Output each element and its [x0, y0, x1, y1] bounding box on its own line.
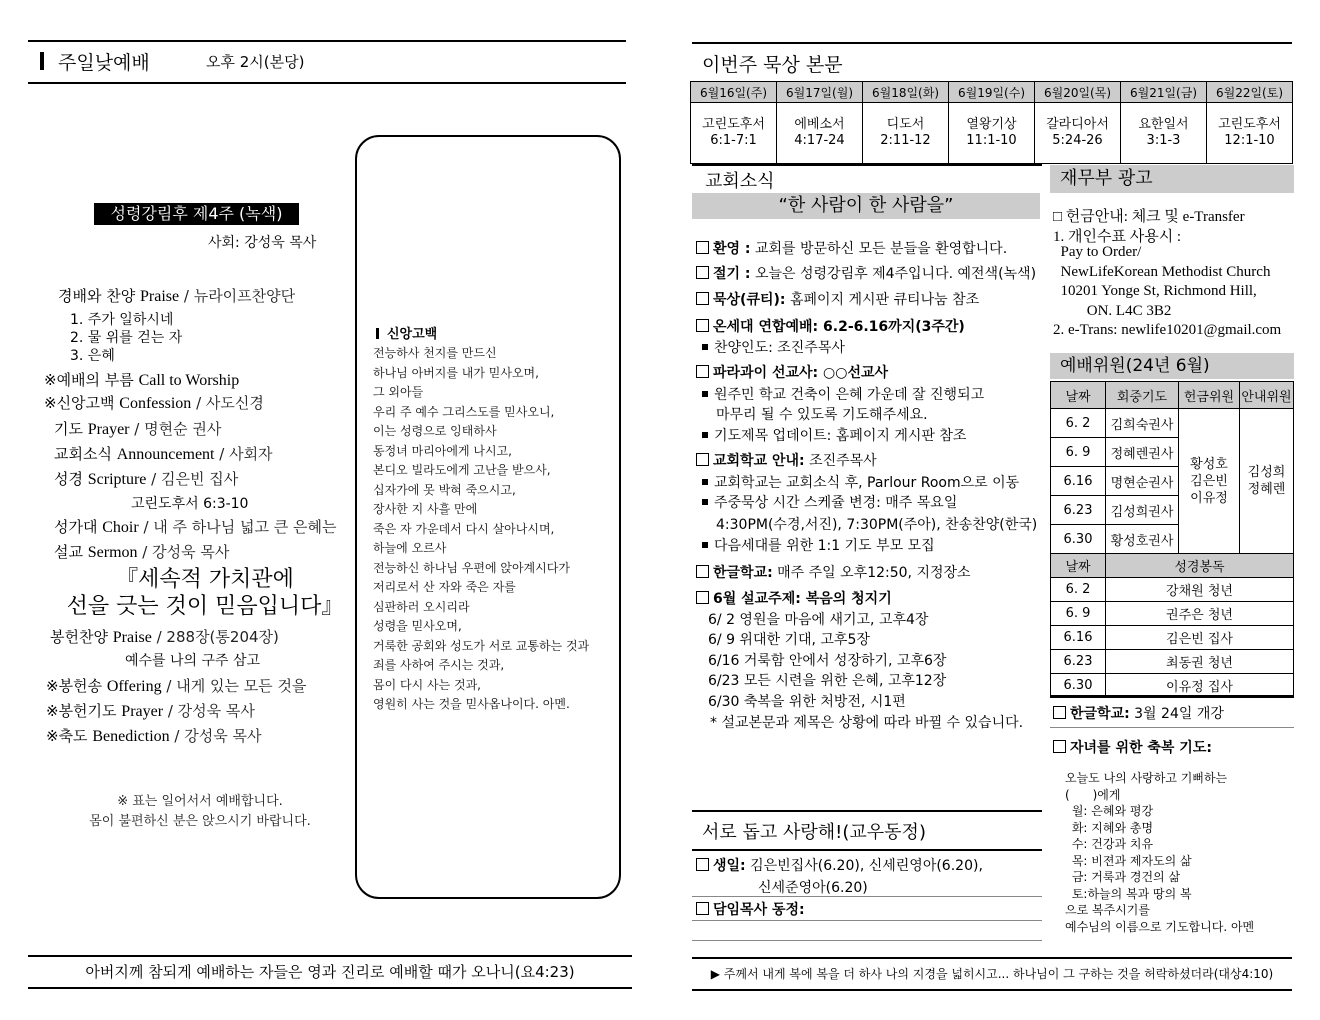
creed-line: 죽은 자 가운데서 다시 살아나시며,: [373, 521, 555, 536]
committee-table: [1050, 381, 1294, 554]
checkbox-icon: [696, 902, 709, 915]
col-date: 날짜: [1051, 382, 1106, 409]
order-item: 성가대 Choir / 내 주 하나님 넓고 큰 은혜는: [54, 518, 337, 536]
bullet-icon: [702, 344, 708, 350]
order-item: ※축도 Benediction / 강성욱 목사: [46, 727, 262, 745]
order-item: ※봉헌기도 Prayer / 강성욱 목사: [46, 702, 255, 720]
news-title: 교회소식: [705, 171, 775, 192]
bullet-icon: [702, 479, 708, 485]
order-item: ※신앙고백 Confession / 사도신경: [44, 394, 264, 412]
creed-box: [355, 135, 621, 899]
checkbox-icon: [696, 591, 709, 604]
table-cell: 6. 9: [1051, 602, 1106, 626]
offering-team: 황성호 김은빈 이유정: [1179, 409, 1240, 554]
order-item: 교회소식 Announcement / 사회자: [54, 445, 273, 463]
meditation-day: 6월19일(수): [949, 82, 1035, 103]
creed-line: 몸이 다시 사는 것과,: [373, 677, 481, 692]
finance-line: ON. L4C 3B2: [1053, 302, 1172, 319]
usher-team: 김성희 정혜렌: [1240, 409, 1294, 554]
presider: 사회: 강성욱 목사: [208, 235, 317, 251]
blessing-line: 금: 거룩과 경건의 삶: [1068, 870, 1181, 884]
header-bar-mark: [40, 52, 44, 70]
blessing-line: 목: 비젼과 제자도의 삶: [1068, 853, 1192, 868]
news-item: 환영 : 교회를 방문하신 모든 분들을 환영합니다.: [696, 238, 1007, 258]
table-cell: 6.16: [1051, 626, 1106, 650]
standing-note: ※ 표는 일어서서 예배합니다. 몸이 불편하신 분은 앉으시기 바랍니다.: [89, 794, 311, 829]
table-cell: 6. 2: [1051, 409, 1106, 438]
news-item: 교회학교 안내: 조진주목사: [696, 450, 877, 470]
meditation-passage: 고린도후서 12:1-10: [1207, 103, 1293, 164]
finance-line: 10201 Yonge St, Richmond Hill,: [1053, 283, 1257, 299]
birthday-line: 생일: 김은빈집사(6.20), 신세린영아(6.20),: [696, 855, 983, 875]
blessing-line: 월: 은혜와 평강: [1068, 804, 1154, 818]
meditation-table: [690, 81, 1293, 164]
praise-song-1: 1. 주가 일하시네: [70, 312, 174, 328]
news-item: 파라과이 선교사: ○○선교사: [696, 362, 888, 382]
blessing-line: 으로 복주시기를: [1065, 903, 1150, 917]
rule: [1050, 727, 1294, 728]
blessing-line: 화: 지혜와 총명: [1068, 820, 1154, 835]
creed-line: 심판하러 오시리라: [373, 599, 470, 614]
checkbox-icon: [696, 565, 709, 578]
rule: [1050, 695, 1294, 697]
checkbox-icon: [696, 241, 709, 254]
table-cell: 정혜렌권사: [1106, 438, 1179, 467]
left-footer-verse: 아버지께 참되게 예배하는 자들은 영과 진리로 예배할 때가 오나니(요4:23): [28, 955, 632, 989]
pastor-news-line: 담임목사 동정:: [696, 899, 805, 919]
creed-title: 신앙고백: [376, 323, 437, 342]
checkbox-icon: [696, 365, 709, 378]
offering-hymn: 예수를 나의 구주 삼고: [125, 653, 261, 669]
meditation-title: 이번주 묵상 본문: [702, 54, 843, 76]
table-cell: 김은빈 집사: [1106, 626, 1294, 650]
season-badge: 성령강림후 제4주 (녹색): [94, 203, 299, 225]
creed-line: 그 외아들: [373, 385, 424, 399]
table-cell: 김성희권사: [1106, 496, 1179, 525]
news-item: 온세대 연합예배: 6.2-6.16까지(3주간): [696, 316, 965, 336]
meditation-passage: 에베소서 4:17-24: [777, 103, 863, 164]
creed-line: 성령을 믿사오며,: [373, 619, 462, 633]
bullet-icon: [702, 542, 708, 548]
news-bullet: 다음세대를 위한 1:1 기도 부모 모집: [698, 535, 935, 555]
news-rule: [692, 164, 1042, 166]
bullet-icon: [702, 391, 708, 397]
creed-line: 하늘에 오르사: [373, 541, 447, 555]
right-footer-verse: ▶ 주께서 내게 복에 복을 더 하사 나의 지경을 넓히시고... 하나님이 그 구하는 것을 허락하셨더라(대상4:10): [692, 957, 1292, 991]
news-bullet: 찬양인도: 조진주목사: [698, 337, 845, 357]
finance-line: 1. 개인수표 사용시 :: [1053, 228, 1182, 245]
meditation-passage: 고린도후서 6:1-7:1: [691, 103, 777, 164]
table-cell: 이유정 집사: [1106, 674, 1294, 698]
table-cell: 황성호권사: [1106, 525, 1179, 554]
scripture-ref: 고린도후서 6:3-10: [131, 496, 249, 512]
news-bullet: 원주민 학교 건축이 은혜 가운데 잘 진행되고: [698, 384, 984, 404]
order-item: ※예배의 부름 Call to Worship: [44, 371, 240, 389]
table-cell: 6.23: [1051, 650, 1106, 674]
table-cell: 권주은 청년: [1106, 602, 1294, 626]
finance-header: 재무부 광고: [1050, 165, 1294, 193]
meditation-day: 6월22일(토): [1207, 82, 1293, 103]
creed-line: 전능하신 하나님 우편에 앉아계시다가: [373, 560, 570, 575]
checkbox-icon: [696, 453, 709, 466]
korean-school-line: 한글학교: 3월 24일 개강: [1053, 703, 1224, 723]
news-detail: 6/16 거룩함 안에서 성장하기, 고후6장: [708, 653, 947, 669]
table-cell: 김희숙권사: [1106, 409, 1179, 438]
table-cell: 6.30: [1051, 674, 1106, 698]
news-item: 한글학교: 매주 주일 오후12:50, 지정장소: [696, 562, 971, 582]
service-time: 오후 2시(본당): [206, 53, 305, 71]
bullet-icon: [702, 432, 708, 438]
table-cell: 6. 9: [1051, 438, 1106, 467]
news-detail: 마무리 될 수 있도록 기도해주세요.: [716, 407, 928, 423]
order-item: 봉헌찬양 Praise / 288장(통204장): [50, 628, 279, 646]
meditation-passage: 요한일서 3:1-3: [1121, 103, 1207, 164]
creed-line: 영원히 사는 것을 믿사옵나이다. 아멘.: [373, 697, 570, 711]
creed-line: 이는 성령으로 잉태하사: [373, 424, 497, 438]
news-detail: * 설교본문과 제목은 상황에 따라 바뀔 수 있습니다.: [710, 715, 1024, 731]
blessing-title: 자녀를 위한 축복 기도:: [1053, 737, 1212, 757]
creed-line: 저리로서 산 자와 죽은 자를: [373, 580, 516, 594]
dotted-rule: [692, 920, 1042, 921]
table-cell: 6.23: [1051, 496, 1106, 525]
praise-song-3: 3. 은혜: [70, 348, 115, 364]
creed-line: 죄를 사하여 주시는 것과,: [373, 658, 505, 672]
news-bullet: 주중묵상 시간 스케쥴 변경: 매주 목요일: [698, 492, 957, 512]
news-detail: 4:30PM(수경,서진), 7:30PM(주아), 찬송찬양(한국): [716, 517, 1038, 533]
meditation-passage: 갈라디아서 5:24-26: [1035, 103, 1121, 164]
committee-header: 예배위원(24년 6월): [1050, 353, 1294, 379]
creed-line: 장사한 지 사흘 만에: [373, 502, 478, 516]
news-item: 절기 : 오늘은 성령강림후 제4주입니다. 예전색(녹색): [696, 263, 1036, 283]
dotted-rule: [692, 896, 1042, 897]
creed-line: 하나님 아버지를 내가 믿사오며,: [373, 365, 539, 380]
dotted-rule: [692, 940, 1042, 941]
finance-line: NewLifeKorean Methodist Church: [1053, 263, 1271, 280]
meditation-passage: 디도서 2:11-12: [863, 103, 949, 164]
blessing-line: ( )에게: [1065, 787, 1121, 802]
checkbox-icon: [696, 858, 709, 871]
checkbox-icon: [696, 319, 709, 332]
blessing-line: 토:하늘의 복과 땅의 복: [1068, 886, 1192, 901]
news-detail: 6/ 9 위대한 기대, 고후5장: [708, 632, 870, 648]
meditation-day: 6월21일(금): [1121, 82, 1207, 103]
news-detail: 6/ 2 영원을 마음에 새기고, 고후4장: [708, 612, 929, 628]
birthday-line-2: 신세준영아(6.20): [758, 880, 868, 896]
table-cell: 강채원 청년: [1106, 578, 1294, 602]
finance-line: □ 헌금안내: 체크 및 e-Transfer: [1053, 209, 1245, 225]
order-item: 설교 Sermon / 강성욱 목사: [54, 543, 230, 561]
news-detail: 6/30 축복을 위한 처방전, 시1편: [708, 694, 906, 710]
col-reader: 성경봉독: [1106, 554, 1294, 578]
checkbox-icon: [1053, 740, 1066, 753]
col-date: 날짜: [1051, 554, 1106, 578]
left-header: [28, 40, 626, 84]
news-item: 6월 설교주제: 복음의 청지기: [696, 588, 892, 608]
meditation-day: 6월16일(주): [691, 82, 777, 103]
table-cell: 6. 2: [1051, 578, 1106, 602]
order-item: 경배와 찬양 Praise / 뉴라이프찬양단: [58, 287, 296, 305]
col-prayer: 회중기도: [1106, 382, 1179, 409]
news-bullet: 교회학교는 교회소식 후, Parlour Room으로 이동: [698, 472, 1019, 492]
creed-line: 본디오 빌라도에게 고난을 받으사,: [373, 463, 551, 477]
table-cell: 최동권 청년: [1106, 650, 1294, 674]
blessing-line: 수: 건강과 치유: [1068, 837, 1154, 851]
meditation-day: 6월17일(월): [777, 82, 863, 103]
sermon-title: 『세속적 가치관에 선을 긋는 것이 믿음입니다』: [66, 567, 344, 619]
checkbox-icon: [696, 266, 709, 279]
table-cell: 6.30: [1051, 525, 1106, 554]
order-item: 기도 Prayer / 명현순 권사: [54, 420, 222, 438]
blessing-line: 예수님의 이름으로 기도합니다. 아멘: [1065, 919, 1255, 934]
meditation-day: 6월20일(목): [1035, 82, 1121, 103]
service-title: 주일낮예배: [58, 52, 150, 74]
care-rule: [692, 810, 1042, 812]
order-item: 성경 Scripture / 김은빈 집사: [54, 470, 239, 488]
order-item: ※봉헌송 Offering / 내게 있는 모든 것을: [46, 677, 307, 695]
meditation-day: 6월18일(화): [863, 82, 949, 103]
blessing-line: 오늘도 나의 사랑하고 기뻐하는: [1065, 771, 1228, 785]
news-bullet: 기도제목 업데이트: 홈페이지 게시판 참조: [698, 425, 966, 445]
creed-line: 전능하사 천지를 만드신: [373, 346, 497, 360]
news-item: 묵상(큐티): 홈페이지 게시판 큐티나눔 참조: [696, 289, 979, 309]
table-cell: 명현순권사: [1106, 467, 1179, 496]
checkbox-icon: [1053, 706, 1066, 719]
checkbox-icon: [696, 292, 709, 305]
creed-line: 동정녀 마리아에게 나시고,: [373, 443, 512, 458]
care-rule-2: [692, 849, 1042, 851]
reading-table: [1050, 553, 1294, 698]
news-banner: “한 사람이 한 사람을”: [692, 193, 1040, 219]
praise-song-2: 2. 물 위를 걷는 자: [70, 330, 183, 346]
table-cell: 6.16: [1051, 467, 1106, 496]
creed-line: 우리 주 예수 그리스도를 믿사오니,: [373, 404, 555, 419]
news-detail: 6/23 모든 시련을 위한 은혜, 고후12장: [708, 673, 947, 689]
finance-line: 2. e-Trans: newlife10201@gmail.com: [1053, 322, 1282, 338]
creed-line: 거룩한 공회와 성도가 서로 교통하는 것과: [373, 638, 590, 653]
col-offering: 헌금위원: [1179, 382, 1240, 409]
meditation-passage: 열왕기상 11:1-10: [949, 103, 1035, 164]
col-usher: 안내위원: [1240, 382, 1294, 409]
bullet-icon: [702, 499, 708, 505]
care-title: 서로 돕고 사랑해!(교우동정): [702, 822, 926, 843]
finance-line: Pay to Order/: [1053, 244, 1142, 260]
creed-line: 십자가에 못 박혀 죽으시고,: [373, 482, 516, 497]
right-top-rule: [692, 42, 1292, 44]
